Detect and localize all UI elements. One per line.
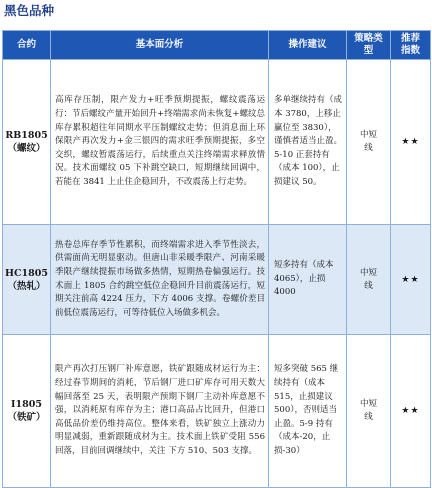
analysis-cell: 热卷总库存季节性累积，而终端需求进入季节性淡去，供需面尚无明显驱动。但唐山非采暖季限产、河南采暖季限产继续提振市场做多热情，短期热卷偏强运行。技术面上 1805 合约跳空低位企稳回升目前震荡运行，短期关注前高 4224 压力，下方 4006 支撑。卷螺价差目前低位震荡运行，可等待低位入场做多机会。 <box>51 225 269 335</box>
header-advice: 操作建议 <box>269 31 347 60</box>
strategy-cell <box>347 60 391 225</box>
analysis-cell: 高库存压制，限产发力+旺季预期提振，螺纹震荡运行：节后螺纹产量开始回升+终端需求尚未恢复+螺纹总库存累积超往年同期水平压制螺纹走势；但消息面上环保限产再次发力+金三银四的需求旺季预期提振，多空交织，螺纹暂震荡运行，后续重点关注终端需求释放情况。技术面螺纹 05 下补跳空缺口，短期继续回调中，若能在 3841 上止住企稳回升，不改震荡上行走势。 <box>51 60 269 225</box>
rating-stars: ★★ <box>391 225 431 335</box>
header-rating <box>391 31 431 60</box>
contract-code: RB1805 <box>5 130 48 141</box>
contract-code: I1805 <box>11 399 42 410</box>
rating-stars: ★★ <box>391 335 431 488</box>
contract-cell <box>3 60 51 225</box>
advice-cell: 多单继续持有（成本 3780，上移止赢位至 3830），谨慎者适当止盈。5-10 正套持有（成本 100），止损建议 50。 <box>269 60 347 225</box>
contract-name: （热轧） <box>7 280 46 292</box>
advice-cell: 短多突破 565 继续持有（成本 515，止损建议 500），否则适当止盈。5-9 持有（成本-20，止损-30） <box>269 335 347 488</box>
contract-name: （螺纹） <box>7 143 46 154</box>
strategy-label: 中短线 <box>359 130 377 153</box>
table-header-row <box>3 31 431 60</box>
contract-code: HC1805 <box>5 267 48 279</box>
rating-stars: ★★ <box>391 60 431 225</box>
section-title: 黑色品种 <box>4 3 55 18</box>
strategy-cell <box>347 225 391 335</box>
table-row-hc1805 <box>3 225 431 335</box>
contract-cell <box>3 335 51 488</box>
header-rating-label: 推荐指数 <box>400 33 420 56</box>
strategy-table <box>2 30 431 488</box>
analysis-cell: 限产再次打压钢厂补库意愿，铁矿跟随成材运行为主：经过春节期间的消耗，节后钢厂进口矿库存可用天数大幅回落至 25 天，表明限产预期下钢厂主动补库意愿不强，以消耗原有库存为主；港口高品占比回升，但港口高低品价差仍维持高位。整体来看，铁矿独立上涨动力明显减弱，重新跟随成材为主。技术面上铁矿受阻 556 回落，目前回调继续中，关注 下方 510、503 支撑。 <box>51 335 269 488</box>
strategy-label: 中短线 <box>359 399 377 422</box>
header-strategy <box>347 31 391 60</box>
header-contract: 合约 <box>3 31 51 60</box>
contract-cell <box>3 225 51 335</box>
table-row-i1805 <box>3 335 431 488</box>
advice-cell: 短多持有（成本 4065），止损 4000 <box>269 225 347 335</box>
strategy-cell <box>347 335 391 488</box>
contract-name: （铁矿） <box>7 412 46 423</box>
header-strategy-label: 策略类型 <box>354 33 383 56</box>
strategy-label: 中短线 <box>359 267 377 291</box>
table-row-rb1805 <box>3 60 431 225</box>
header-analysis: 基本面分析 <box>51 31 269 60</box>
